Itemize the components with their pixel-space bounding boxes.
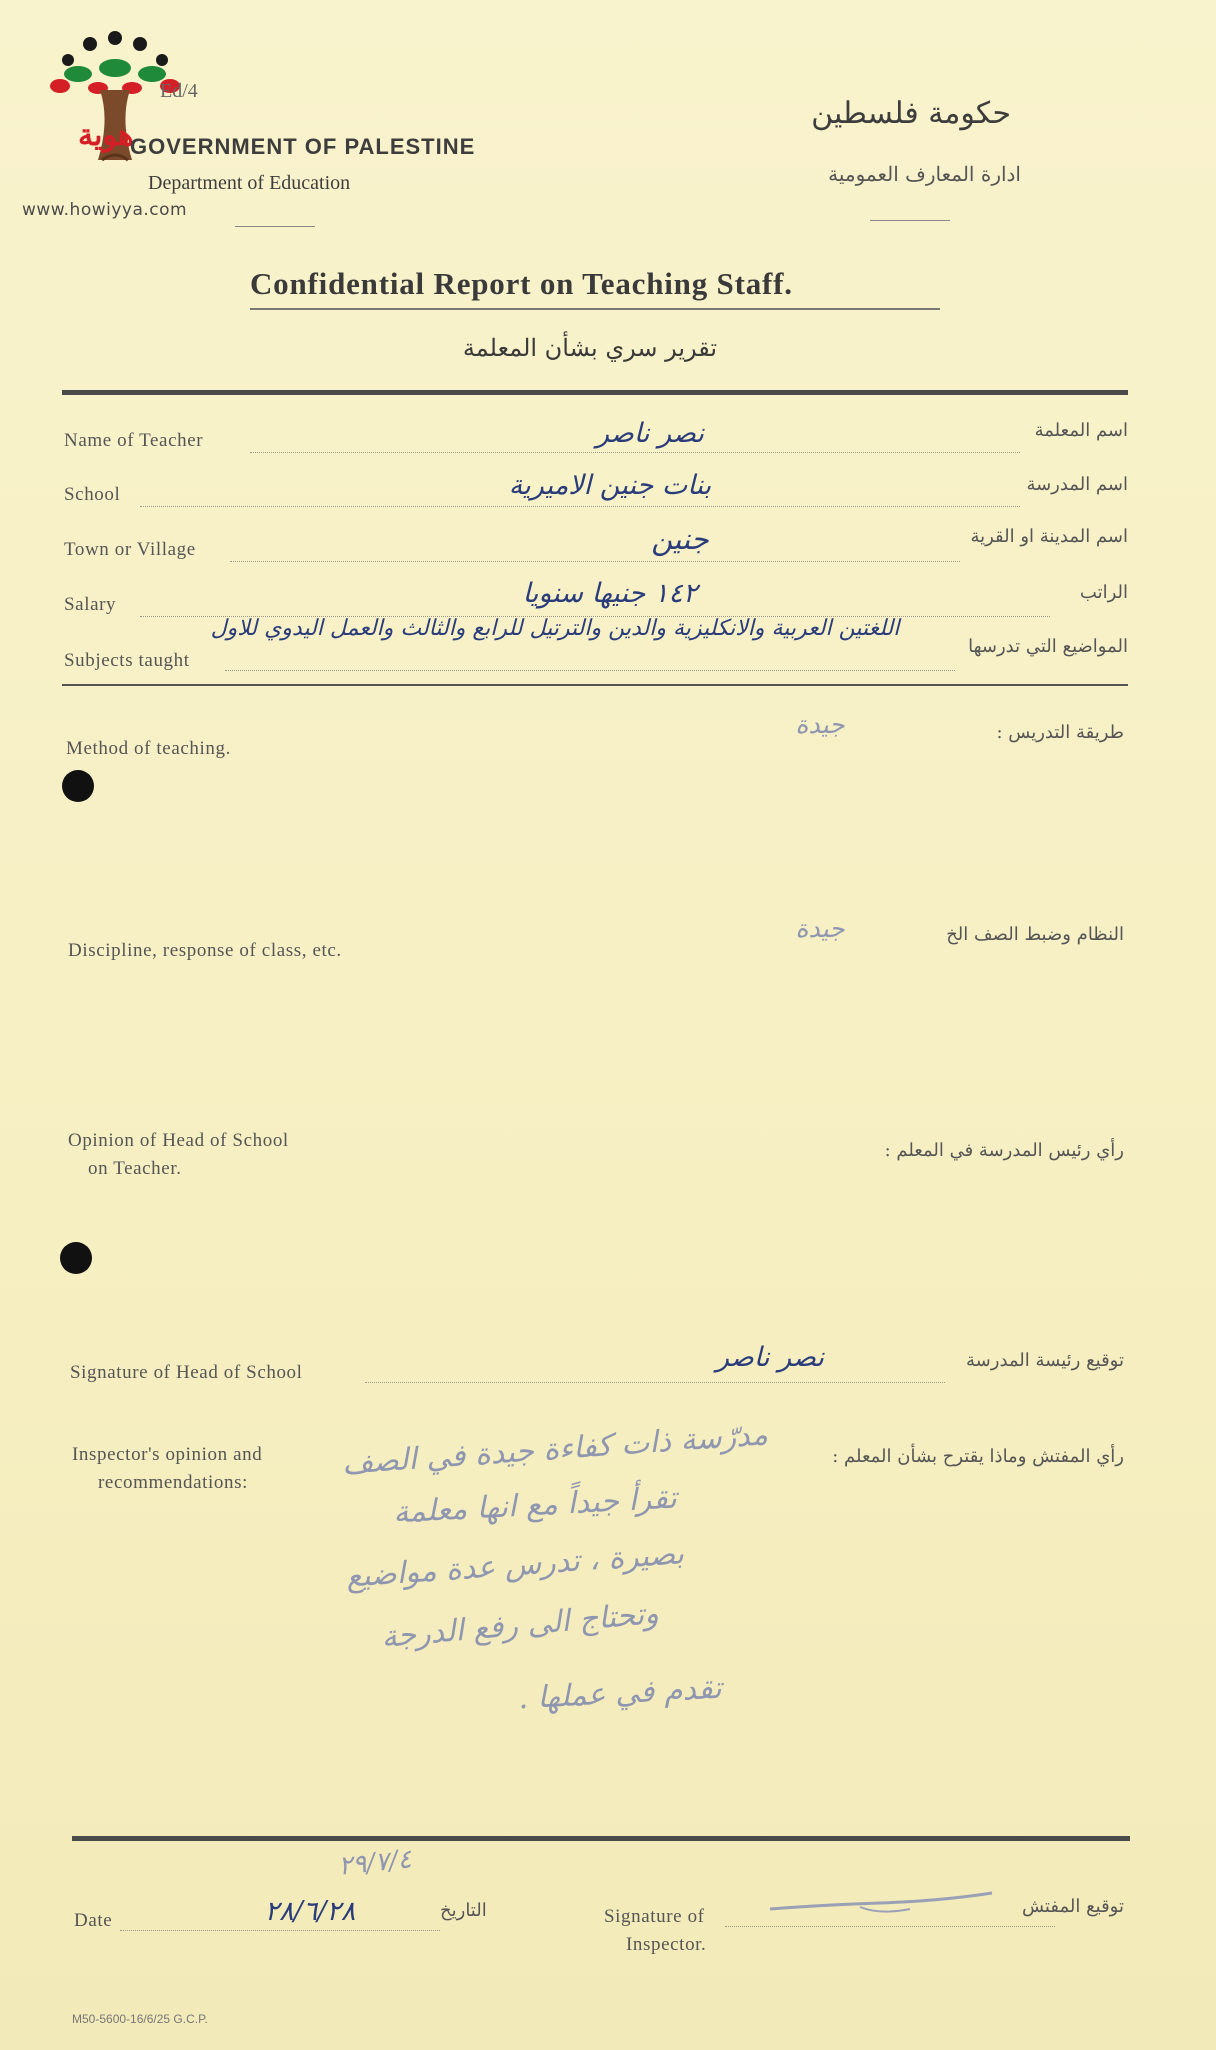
- top-divider: [62, 390, 1128, 395]
- head-signature-label-en: Signature of Head of School: [70, 1362, 303, 1383]
- department-en: Department of Education: [148, 172, 351, 194]
- report-title-ar: تقرير سري بشأن المعلمة: [462, 334, 718, 362]
- head-opinion-label-en-1: Opinion of Head of School: [68, 1130, 289, 1151]
- date-value: ٢٨/٦/٢٨: [264, 1896, 356, 1927]
- inspector-line-3: بصيرة ، تدرس عدة مواضيع: [344, 1536, 686, 1595]
- school-label-en: School: [64, 484, 121, 505]
- date-dotted-line: [120, 1930, 440, 1931]
- fields-bottom-divider: [62, 684, 1128, 686]
- subjects-dotted-line: [225, 670, 955, 671]
- salary-label-ar: الراتب: [1079, 582, 1128, 603]
- punch-hole-lower: [60, 1242, 92, 1274]
- town-label-ar: اسم المدينة او القرية: [970, 526, 1128, 547]
- inspector-signature-label-en-2: Inspector.: [626, 1934, 707, 1955]
- government-title-en: GOVERNMENT OF PALESTINE: [130, 134, 476, 159]
- head-opinion-label-ar: رأي رئيس المدرسة في المعلم :: [884, 1140, 1124, 1161]
- method-value: جيدة: [795, 710, 845, 739]
- subjects-label-ar: المواضيع التي تدرسها: [968, 636, 1128, 657]
- logo-text: هوية: [78, 118, 134, 153]
- subjects-value: اللغتين العربية والانكليزية والدين والترتيل للرابع والثالث والعمل اليدوي للاول: [210, 616, 900, 641]
- inspector-label-ar: رأي المفتش وماذا يقترح بشأن المعلم :: [832, 1446, 1124, 1467]
- bottom-divider: [72, 1836, 1130, 1841]
- salary-value: ١٤٢ جنيها سنويا: [522, 578, 698, 609]
- head-signature-label-ar: توقيع رئيسة المدرسة: [966, 1350, 1124, 1371]
- inspector-label-en-1: Inspector's opinion and: [72, 1444, 263, 1465]
- discipline-label-ar: النظام وضبط الصف الخ: [946, 924, 1124, 945]
- school-dotted-line: [140, 506, 1020, 507]
- department-ar: ادارة المعارف العمومية: [828, 162, 1021, 186]
- inspector-signature-dotted-line: [725, 1926, 1055, 1927]
- head-opinion-label-en-2: on Teacher.: [88, 1158, 182, 1179]
- town-label-en: Town or Village: [64, 539, 196, 560]
- date-label-ar: التاريخ: [440, 1900, 487, 1921]
- inspector-line-5: تقدم في عملها .: [517, 1670, 723, 1717]
- title-underline: [250, 308, 940, 310]
- inspector-signature-scribble: [760, 1885, 1000, 1925]
- name-value: نصر ناصر: [596, 418, 704, 449]
- method-label-ar: طريقة التدريس :: [996, 722, 1124, 743]
- salary-label-en: Salary: [64, 594, 117, 615]
- discipline-value: جيدة: [795, 914, 845, 943]
- head-signature-dotted-line: [365, 1382, 945, 1383]
- date-label-en: Date: [74, 1910, 113, 1931]
- name-label-en: Name of Teacher: [64, 430, 204, 451]
- inspector-line-1: مدرّسة ذات كفاءة جيدة في الصف: [341, 1417, 769, 1482]
- name-dotted-line: [250, 452, 1020, 453]
- discipline-label-en: Discipline, response of class, etc.: [68, 940, 342, 961]
- header-divider-en: [235, 226, 315, 227]
- report-title-en: Confidential Report on Teaching Staff.: [250, 266, 793, 301]
- inspector-signature-label-ar: توقيع المفتش: [1021, 1896, 1124, 1917]
- town-value: جنين: [651, 522, 709, 556]
- head-signature-value: نصر ناصر: [716, 1342, 824, 1373]
- school-label-ar: اسم المدرسة: [1026, 474, 1128, 495]
- logo-url[interactable]: www.howiyya.com: [22, 200, 188, 220]
- subjects-label-en: Subjects taught: [64, 650, 190, 671]
- header-divider-ar: [870, 220, 950, 221]
- method-label-en: Method of teaching.: [66, 738, 231, 759]
- print-code: M50-5600-16/6/25 G.C.P.: [72, 2012, 208, 2026]
- punch-hole-upper: [62, 770, 94, 802]
- inspector-label-en-2: recommendations:: [98, 1472, 248, 1493]
- school-value: بنات جنين الاميرية: [508, 470, 712, 501]
- government-title-ar: حكومة فلسطين: [811, 96, 1011, 131]
- town-dotted-line: [230, 561, 960, 562]
- inspector-line-2: تقرأ جيداً مع انها معلمة: [392, 1480, 678, 1531]
- form-code: Ed/4: [160, 80, 198, 102]
- inspector-signature-label-en-1: Signature of: [604, 1906, 705, 1927]
- inspector-line-4: وتحتاج الى رفع الدرجة: [380, 1595, 660, 1656]
- name-label-ar: اسم المعلمة: [1034, 420, 1128, 441]
- date-note: ٢٩/٧/٤: [336, 1844, 414, 1882]
